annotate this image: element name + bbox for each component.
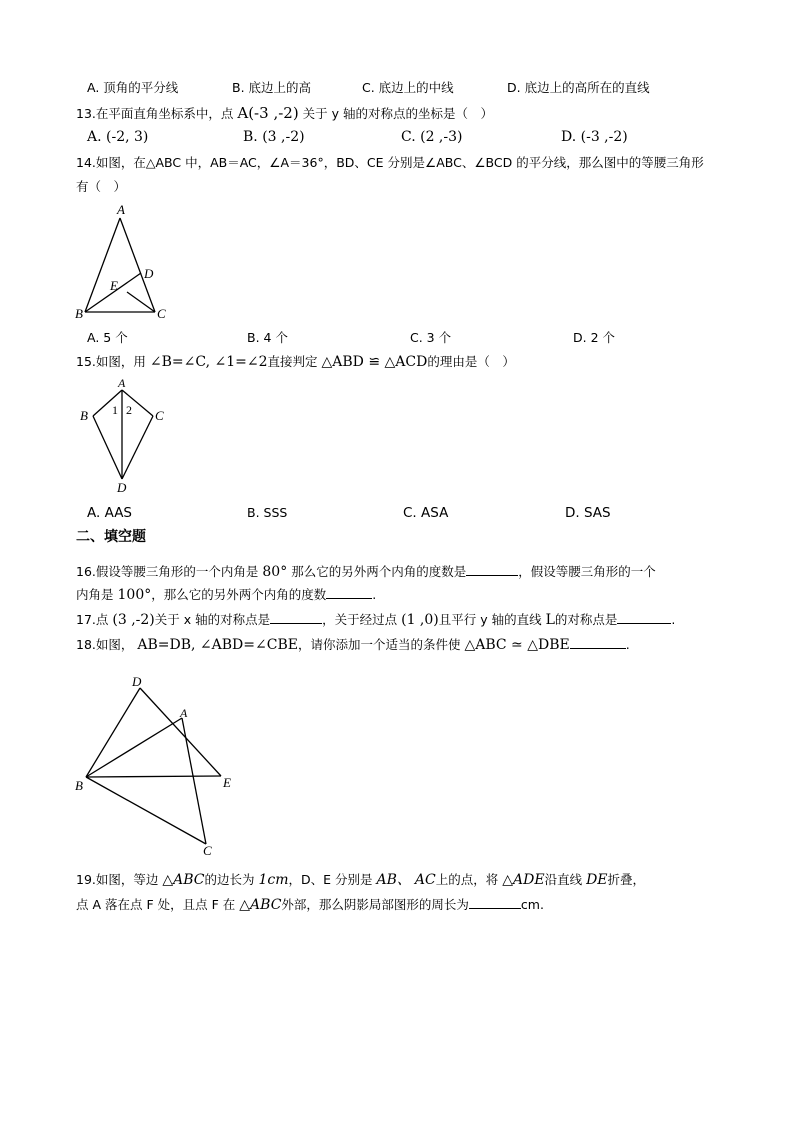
q19-triangle-2: △ADE bbox=[502, 872, 545, 888]
q15-condition: ∠B=∠C, ∠1=∠2 bbox=[149, 354, 268, 370]
q14-option-b: B. 4 个 bbox=[247, 330, 288, 345]
q16-line2 bbox=[76, 586, 376, 603]
q18-label-c: C bbox=[203, 843, 212, 858]
section-title: 二、填空题 bbox=[76, 529, 146, 545]
q19-unit: cm. bbox=[520, 897, 544, 912]
q19-text-5: 沿直线 bbox=[544, 872, 583, 887]
q13-option-d: D. (-3 ,-2) bbox=[561, 129, 628, 145]
q15-stem-end: 的理由是（ ） bbox=[427, 354, 515, 369]
q19-length: 1cm bbox=[258, 872, 289, 888]
q16-value-2: 100° bbox=[117, 587, 152, 603]
q19-blank[interactable] bbox=[469, 896, 521, 909]
q18-line bbox=[76, 636, 630, 653]
q16-value-1: 80° bbox=[262, 564, 288, 580]
q18-label-e: E bbox=[223, 775, 231, 790]
q14-figure bbox=[70, 200, 190, 325]
q19-text-8: 外部，那么阴影局部图形的周长为 bbox=[281, 897, 469, 912]
q13-option-c: C. (2 ,-3) bbox=[401, 129, 463, 145]
q19-triangle-3: △ABC bbox=[239, 897, 282, 913]
q17-text-5: 的对称点是 bbox=[554, 612, 618, 627]
q15-label-b: B bbox=[80, 408, 88, 423]
q16-text-5: ，那么它的另外两个内角的度数 bbox=[151, 587, 327, 602]
q15-option-a bbox=[87, 505, 132, 521]
q15-label-2: 2 bbox=[126, 403, 132, 417]
q15-option-d: D. SAS bbox=[565, 505, 611, 521]
q18-text-3: . bbox=[625, 637, 630, 652]
q15-option-a-text: A. AAS bbox=[87, 505, 132, 521]
q18-text-1: 18.如图， bbox=[76, 637, 134, 652]
q18-label-d: D bbox=[132, 674, 142, 689]
q18-segment-ba bbox=[86, 718, 182, 777]
q17-blank-2[interactable] bbox=[617, 611, 671, 624]
q14-stem-line2: 有（ ） bbox=[76, 179, 127, 194]
q17-point: (3 ,-2) bbox=[112, 612, 155, 628]
q16-blank-2[interactable] bbox=[326, 586, 372, 599]
q18-label-a: A bbox=[180, 706, 188, 720]
q19-text-4: 上的点，将 bbox=[435, 872, 499, 887]
q17-point-2: (1 ,0) bbox=[401, 612, 439, 628]
q18-text-2: ，请你添加一个适当的条件使 bbox=[297, 637, 461, 652]
q19-text-7: 点 A 落在点 F 处，且点 F 在 bbox=[76, 897, 236, 912]
q15-figure bbox=[75, 376, 175, 496]
q12-option-a: A. 顶角的平分线 bbox=[87, 80, 179, 95]
q14-label-a: A bbox=[117, 202, 125, 217]
q15-label-1: 1 bbox=[112, 403, 118, 417]
q14-side-ab bbox=[85, 218, 120, 312]
q15-stem bbox=[76, 354, 515, 370]
q17-line bbox=[76, 611, 675, 628]
q14-label-c: C bbox=[157, 306, 166, 321]
q14-side-ac bbox=[120, 218, 155, 312]
q16-text-1: 16.假设等腰三角形的一个内角是 bbox=[76, 564, 259, 579]
q16-text-4: 内角是 bbox=[76, 587, 114, 602]
q18-segment-ac bbox=[182, 718, 206, 844]
q18-figure bbox=[72, 672, 242, 862]
q19-text-2: 的边长为 bbox=[204, 872, 255, 887]
q15-side-cd bbox=[122, 416, 153, 479]
q14-label-d: D bbox=[144, 266, 154, 281]
q17-text-3: ，关于经过点 bbox=[322, 612, 398, 627]
q18-label-b: B bbox=[75, 778, 83, 793]
q15-label-c: C bbox=[155, 408, 164, 423]
q18-segment-bc bbox=[86, 777, 206, 844]
q18-condition: AB=DB, ∠ABD=∠CBE bbox=[137, 637, 298, 653]
q17-line-l: L bbox=[545, 612, 555, 628]
q16-line1 bbox=[76, 563, 656, 580]
q12-option-d: D. 底边上的高所在的直线 bbox=[507, 80, 650, 95]
q13-option-a: A. (-2, 3) bbox=[87, 129, 149, 145]
q13-stem-text: 13.在平面直角坐标系中，点 bbox=[76, 106, 234, 121]
q13-option-b: B. (3 ,-2) bbox=[243, 129, 305, 145]
q17-text-2: 关于 x 轴的对称点是 bbox=[154, 612, 271, 627]
q19-line2 bbox=[76, 896, 544, 913]
q16-text-6: . bbox=[372, 587, 377, 602]
q19-line1 bbox=[76, 872, 645, 888]
q16-blank-1[interactable] bbox=[466, 563, 518, 576]
q16-text-3: ，假设等腰三角形的一个 bbox=[518, 564, 656, 579]
q17-blank-1[interactable] bbox=[270, 611, 322, 624]
q15-option-b: B. SSS bbox=[247, 505, 288, 520]
q19-text-6: 折叠， bbox=[607, 872, 646, 887]
q18-congruence: △ABC ≃ △DBE bbox=[464, 637, 570, 653]
q19-side-ac: AC bbox=[414, 872, 436, 888]
q19-side-ab: AB、 bbox=[376, 872, 411, 888]
q12-option-c: C. 底边上的中线 bbox=[362, 80, 454, 95]
q15-option-c: C. ASA bbox=[403, 505, 449, 521]
q14-stem-line1: 14.如图，在△ABC 中，AB＝AC，∠A＝36°，BD、CE 分别是∠ABC、∠BCD 的平分线，那么图中的等腰三角形 bbox=[76, 155, 704, 170]
q15-stem-text: 15.如图，用 bbox=[76, 354, 146, 369]
q13-stem-end: 关于 y 轴的对称点的坐标是（ ） bbox=[302, 106, 494, 121]
q19-text-1: 19.如图，等边 bbox=[76, 872, 159, 887]
q15-label-d: D bbox=[117, 480, 127, 495]
q18-blank[interactable] bbox=[570, 636, 626, 649]
q17-text-6: . bbox=[671, 612, 676, 627]
q12-option-b: B. 底边上的高 bbox=[232, 80, 312, 95]
q14-option-c: C. 3 个 bbox=[410, 330, 452, 345]
q19-triangle: △ABC bbox=[162, 872, 205, 888]
q15-label-a: A bbox=[118, 376, 126, 390]
q13-point: A(-3 ,-2) bbox=[237, 104, 299, 122]
q14-option-a: A. 5 个 bbox=[87, 330, 128, 345]
q14-label-b: B bbox=[75, 306, 83, 321]
q17-text-4: 且平行 y 轴的直线 bbox=[438, 612, 542, 627]
q15-congruence: △ABD ≌ △ACD bbox=[321, 354, 428, 370]
q13-stem bbox=[76, 105, 493, 122]
q16-text-2: 那么它的另外两个内角的度数是 bbox=[291, 564, 467, 579]
q19-line-de: DE bbox=[586, 872, 608, 888]
q18-segment-de bbox=[140, 688, 221, 776]
q15-side-bd bbox=[93, 416, 122, 479]
q14-label-e: E bbox=[110, 278, 118, 293]
q19-text-3: ，D、E 分别是 bbox=[288, 872, 373, 887]
q18-segment-be bbox=[86, 776, 221, 777]
q15-stem-mid: 直接判定 bbox=[267, 354, 318, 369]
q18-segment-bd bbox=[86, 688, 140, 777]
q14-option-d: D. 2 个 bbox=[573, 330, 615, 345]
q17-text-1: 17.点 bbox=[76, 612, 109, 627]
